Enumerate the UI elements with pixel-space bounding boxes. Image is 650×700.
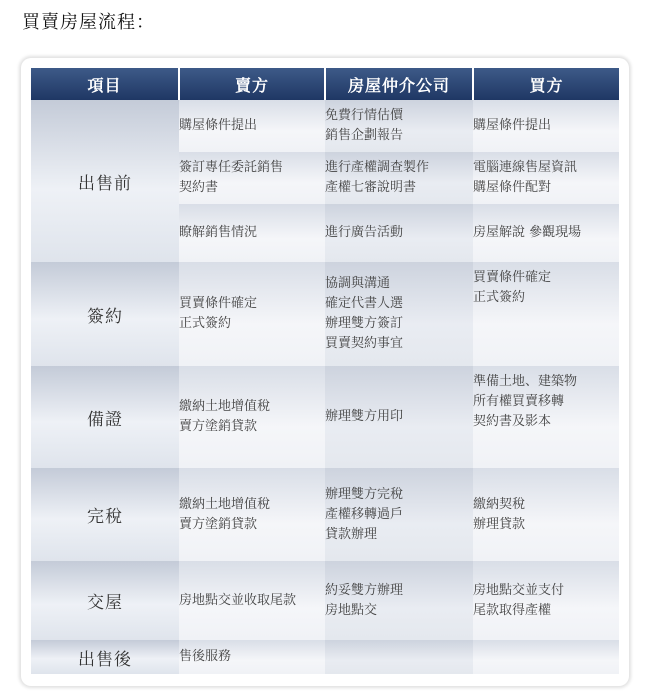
seller-cell: [179, 204, 325, 262]
cell-line: 房地點交: [325, 602, 378, 618]
agent-cell: [325, 366, 473, 468]
cell-line: 購屋條件提出: [179, 118, 258, 133]
agent-cell: [325, 204, 473, 262]
cell-line: 所有權買賣移轉: [473, 394, 565, 409]
stage-label: 簽約: [31, 262, 179, 366]
cell-line: 購屋條件配對: [473, 180, 552, 195]
cell-line: 契約書及影本: [473, 414, 552, 429]
cell-line: 買賣契約事宜: [325, 336, 404, 351]
agent-cell: [325, 152, 473, 204]
cell-line: 房地點交並支付: [473, 582, 565, 598]
seller-cell: [179, 152, 325, 204]
table-row: [31, 262, 619, 366]
cell-line: 契約書: [179, 180, 219, 195]
cell-line: 免費行情估價: [325, 108, 404, 123]
header-agent: 房屋仲介公司: [325, 68, 473, 100]
cell-line: 銷售企劃報告: [325, 128, 404, 143]
cell-line: 貸款辦理: [325, 526, 378, 542]
table-row: [31, 100, 619, 152]
header-buyer: 買方: [473, 68, 619, 100]
cell-line: 房屋解說 參觀現場: [473, 225, 582, 240]
agent-cell: [325, 561, 473, 640]
cell-line: 協調與溝通: [325, 276, 391, 291]
buyer-cell: [473, 204, 619, 262]
seller-cell: [179, 262, 325, 366]
stage-label: 出售前: [31, 100, 179, 262]
table-row: [31, 561, 619, 640]
stage-label: 完稅: [31, 468, 179, 561]
page-title: 買賣房屋流程：: [22, 12, 155, 33]
cell-line: 準備土地、建築物: [473, 374, 578, 389]
table-row: [31, 468, 619, 561]
seller-cell: [179, 100, 325, 152]
cell-line: 繳納土地增值稅: [179, 399, 271, 414]
seller-cell: [179, 366, 325, 468]
cell-line: 賣方塗銷貸款: [179, 419, 258, 434]
cell-line: 瞭解銷售情況: [179, 225, 258, 240]
cell-line: 確定代書人選: [325, 296, 404, 311]
cell-line: 進行廣告活動: [325, 225, 404, 240]
seller-cell: [179, 561, 325, 640]
seller-cell: [179, 640, 325, 674]
buyer-cell: [473, 152, 619, 204]
agent-cell: [325, 468, 473, 561]
cell-line: 電腦連線售屋資訊: [473, 160, 578, 175]
cell-line: 繳納契稅: [473, 496, 526, 512]
cell-line: 繳納土地增值稅: [179, 496, 271, 512]
agent-cell: [325, 640, 473, 674]
cell-line: 約妥雙方辦理: [325, 582, 404, 598]
header-seller: 賣方: [179, 68, 325, 100]
cell-line: 辦理貸款: [473, 516, 526, 532]
buyer-cell: [473, 366, 619, 468]
header-item: 項目: [31, 68, 179, 100]
buyer-cell: [473, 640, 619, 674]
cell-line: 辦理雙方用印: [325, 409, 404, 424]
cell-line: 尾款取得產權: [473, 602, 552, 618]
buyer-cell: [473, 561, 619, 640]
cell-line: 簽訂專任委託銷售: [179, 160, 284, 175]
header-row: [31, 68, 619, 100]
cell-line: 進行產權調查製作: [325, 160, 430, 175]
cell-line: 辦理雙方簽訂: [325, 316, 404, 331]
cell-line: 購屋條件提出: [473, 118, 552, 133]
cell-line: 產權移轉過戶: [325, 506, 404, 522]
stage-label: 交屋: [31, 561, 179, 640]
cell-line: 賣方塗銷貸款: [179, 516, 258, 532]
agent-cell: [325, 100, 473, 152]
buyer-cell: [473, 100, 619, 152]
seller-cell: [179, 468, 325, 561]
cell-line: 售後服務: [179, 649, 232, 664]
cell-line: 辦理雙方完稅: [325, 486, 404, 502]
stage-label: 出售後: [31, 640, 179, 674]
cell-line: 買賣條件確定: [473, 270, 552, 285]
stage-label: 備證: [31, 366, 179, 468]
agent-cell: [325, 262, 473, 366]
process-table: [31, 68, 619, 674]
table-row: [31, 366, 619, 468]
cell-line: 產權七審說明書: [325, 180, 417, 195]
buyer-cell: [473, 468, 619, 561]
buyer-cell: [473, 262, 619, 366]
cell-line: 正式簽約: [473, 290, 526, 305]
table-row: [31, 640, 619, 674]
cell-line: 買賣條件確定: [179, 296, 258, 311]
cell-line: 房地點交並收取尾款: [179, 592, 297, 608]
cell-line: 正式簽約: [179, 316, 232, 331]
